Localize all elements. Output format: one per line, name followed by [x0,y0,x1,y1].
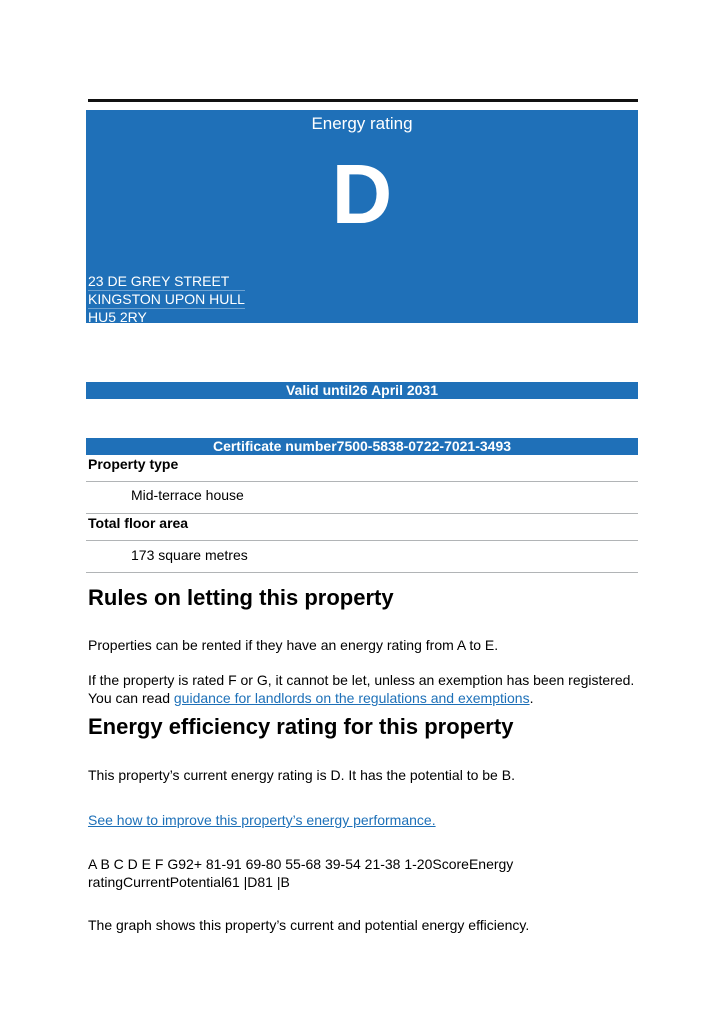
divider [86,513,638,514]
graph-caption: The graph shows this property’s current and potential energy efficiency. [88,917,530,933]
top-divider [88,99,638,102]
energy-efficiency-heading: Energy efficiency rating for this property [88,714,514,739]
valid-until-date: 26 April 2031 [352,382,438,398]
energy-graph-text: A B C D E F G92+ 81-91 69-80 55-68 39-54 21-38 1-20ScoreEnergy ratingCurrentPotential61 |D81 |B [88,856,514,890]
letting-rules-heading: Rules on letting this property [88,585,394,610]
certificate-number-bar [86,438,638,455]
divider [86,572,638,573]
period: . [529,690,534,706]
improve-performance-link[interactable]: See how to improve this property’s energy performance. [88,812,436,828]
letting-paragraph: Properties can be rented if they have an energy rating from A to E. [88,637,499,653]
divider [86,481,638,482]
current-rating-paragraph: This property’s current energy rating is D. It has the potential to be B. [88,767,515,783]
landlord-guidance-link[interactable]: guidance for landlords on the regulations and exemptions [173,690,530,706]
address-line: 23 DE GREY STREET [88,273,245,291]
floor-area-label: Total floor area [88,515,189,531]
energy-rating-banner [86,110,638,323]
property-type-label: Property type [88,456,179,472]
letting-exemption-text: If the property is rated F or G, it cannot be let, unless an exemption has been registered. You can read [88,672,635,706]
valid-until-bar [86,382,638,399]
certificate-number-value: 7500-5838-0722-7021-3493 [336,438,512,454]
improve-performance-paragraph [88,811,636,829]
energy-rating-letter: D [331,147,393,241]
letting-exemption-paragraph [88,671,636,707]
certificate-number-label: Certificate number [212,438,337,454]
divider [86,540,638,541]
address-line: KINGSTON UPON HULL [88,291,245,307]
property-address [88,273,245,326]
property-type-value: Mid-terrace house [131,487,244,503]
valid-until-label: Valid until [286,382,353,398]
energy-rating-heading: Energy rating [311,114,413,133]
address-postcode: HU5 2RY [88,309,147,325]
floor-area-value: 173 square metres [131,547,248,563]
